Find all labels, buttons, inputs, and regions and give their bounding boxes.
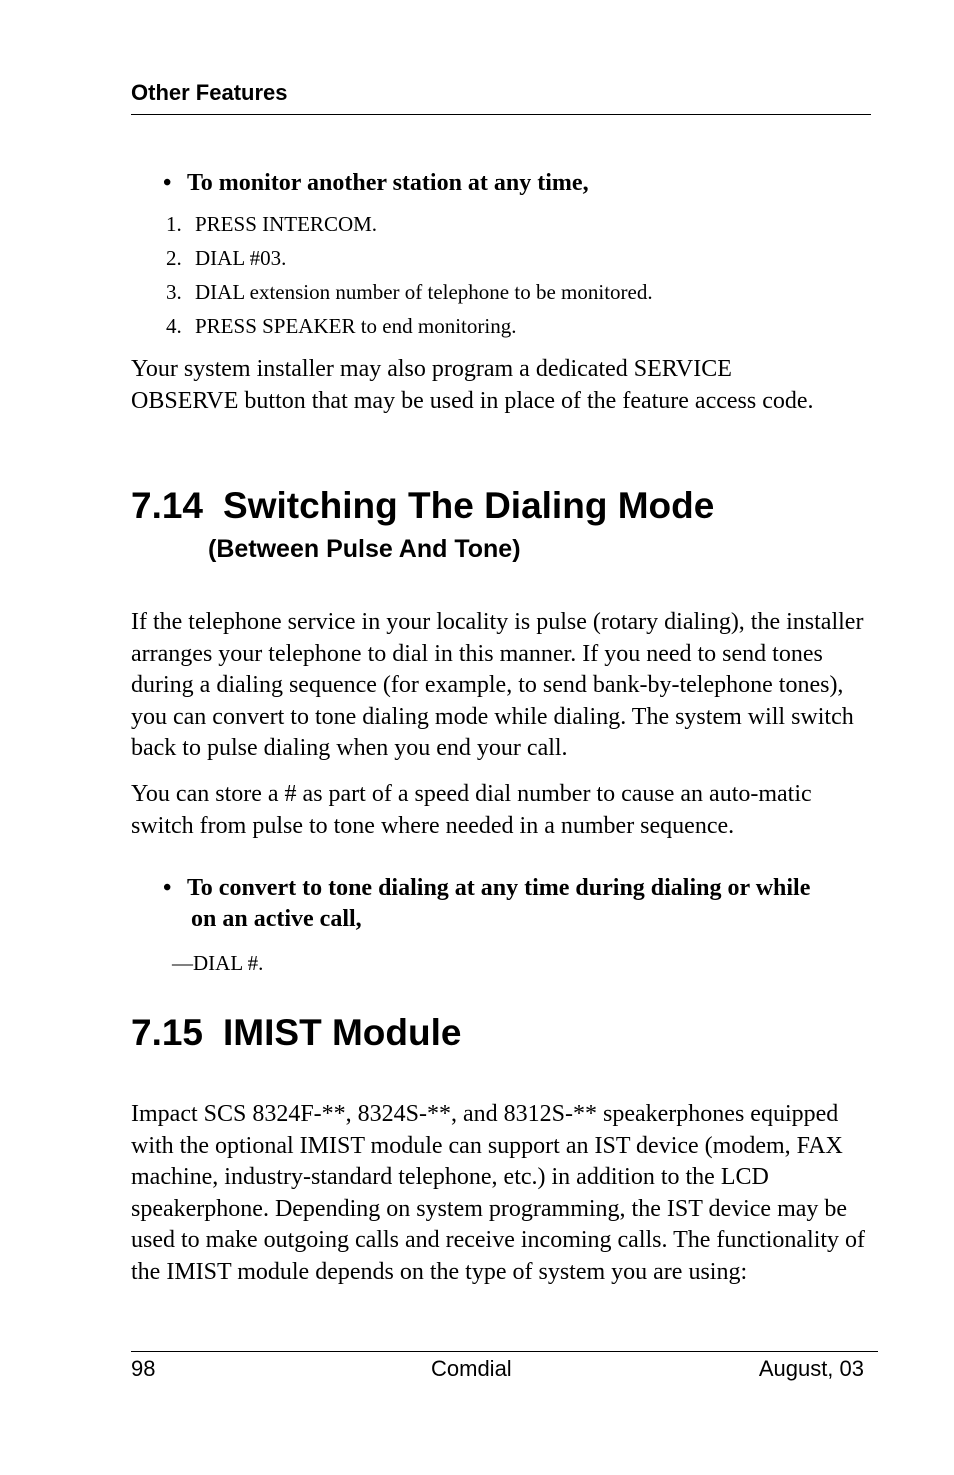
monitor-bullet-text: To monitor another station at any time, [187,170,589,196]
list-item [166,212,377,236]
step-text: PRESS INTERCOM. [195,212,378,236]
bullet-marker: • [163,170,172,196]
monitor-bullet [163,168,589,199]
step-text: DIAL #03. [195,246,287,270]
step-number: 1. [166,212,182,236]
paragraph: If the telephone service in your locality is pulse (rotary dialing), the installer arranges your telephone to dial in this manner. If you need to send tones during a dialing sequence (for example, to send bank-by-telephone tones), you can convert to tone dialing mode while dialing. The system will switch back to pulse dialing when you end your call. [131,609,864,761]
step-text: PRESS SPEAKER to end monitoring. [195,314,517,338]
service-observe-note [131,354,831,417]
publisher-name: Comdial [431,1356,512,1381]
section-title: IMIST Module [223,1012,462,1053]
speed-dial-paragraph [131,779,869,842]
dial-instruction: —DIAL #. [172,951,264,975]
header-rule [131,114,871,115]
step-number: 2. [166,246,182,270]
list-item [166,314,516,338]
paragraph: Your system installer may also program a dedicated SERVICE OBSERVE button that may be used in place of the feature access code. [131,356,814,414]
list-item [166,280,653,304]
section-heading [131,484,714,528]
imist-paragraph [131,1099,869,1288]
step-text: DIAL extension number of telephone to be monitored. [195,280,653,304]
step-number: 4. [166,314,182,338]
paragraph: You can store a # as part of a speed dial number to cause an auto-matic switch from pulse to tone where needed in a number sequence. [131,781,812,839]
section-number: 7.14 [131,485,204,526]
convert-bullet-line1: To convert to tone dialing at any time during dialing or while [187,875,811,901]
step-number: 3. [166,280,182,304]
publication-date: August, 03 [758,1356,864,1381]
running-header: Other Features [131,80,288,105]
convert-bullet [163,873,810,935]
section-title: Switching The Dialing Mode [223,485,715,526]
list-item [166,246,286,270]
bullet-marker: • [163,875,172,901]
convert-bullet-line2: on an active call, [191,906,362,932]
page-number: 98 [131,1356,156,1381]
section-number: 7.15 [131,1012,204,1053]
section-heading [131,1011,461,1055]
section-subtitle: (Between Pulse And Tone) [208,535,521,563]
footer-rule [131,1351,878,1352]
dialing-mode-paragraph [131,607,869,765]
paragraph: Impact SCS 8324F-**, 8324S-**, and 8312S-** speakerphones equipped with the optional IMIST module can support an IST device (modem, FAX machine, industry-standard telephone, etc.) in addition to the LCD speakerphone. Depending on system programming, the IST device may be used to make outgoing calls and receive incoming calls. The functionality of the IMIST module depends on the type of system you are using: [131,1101,866,1285]
